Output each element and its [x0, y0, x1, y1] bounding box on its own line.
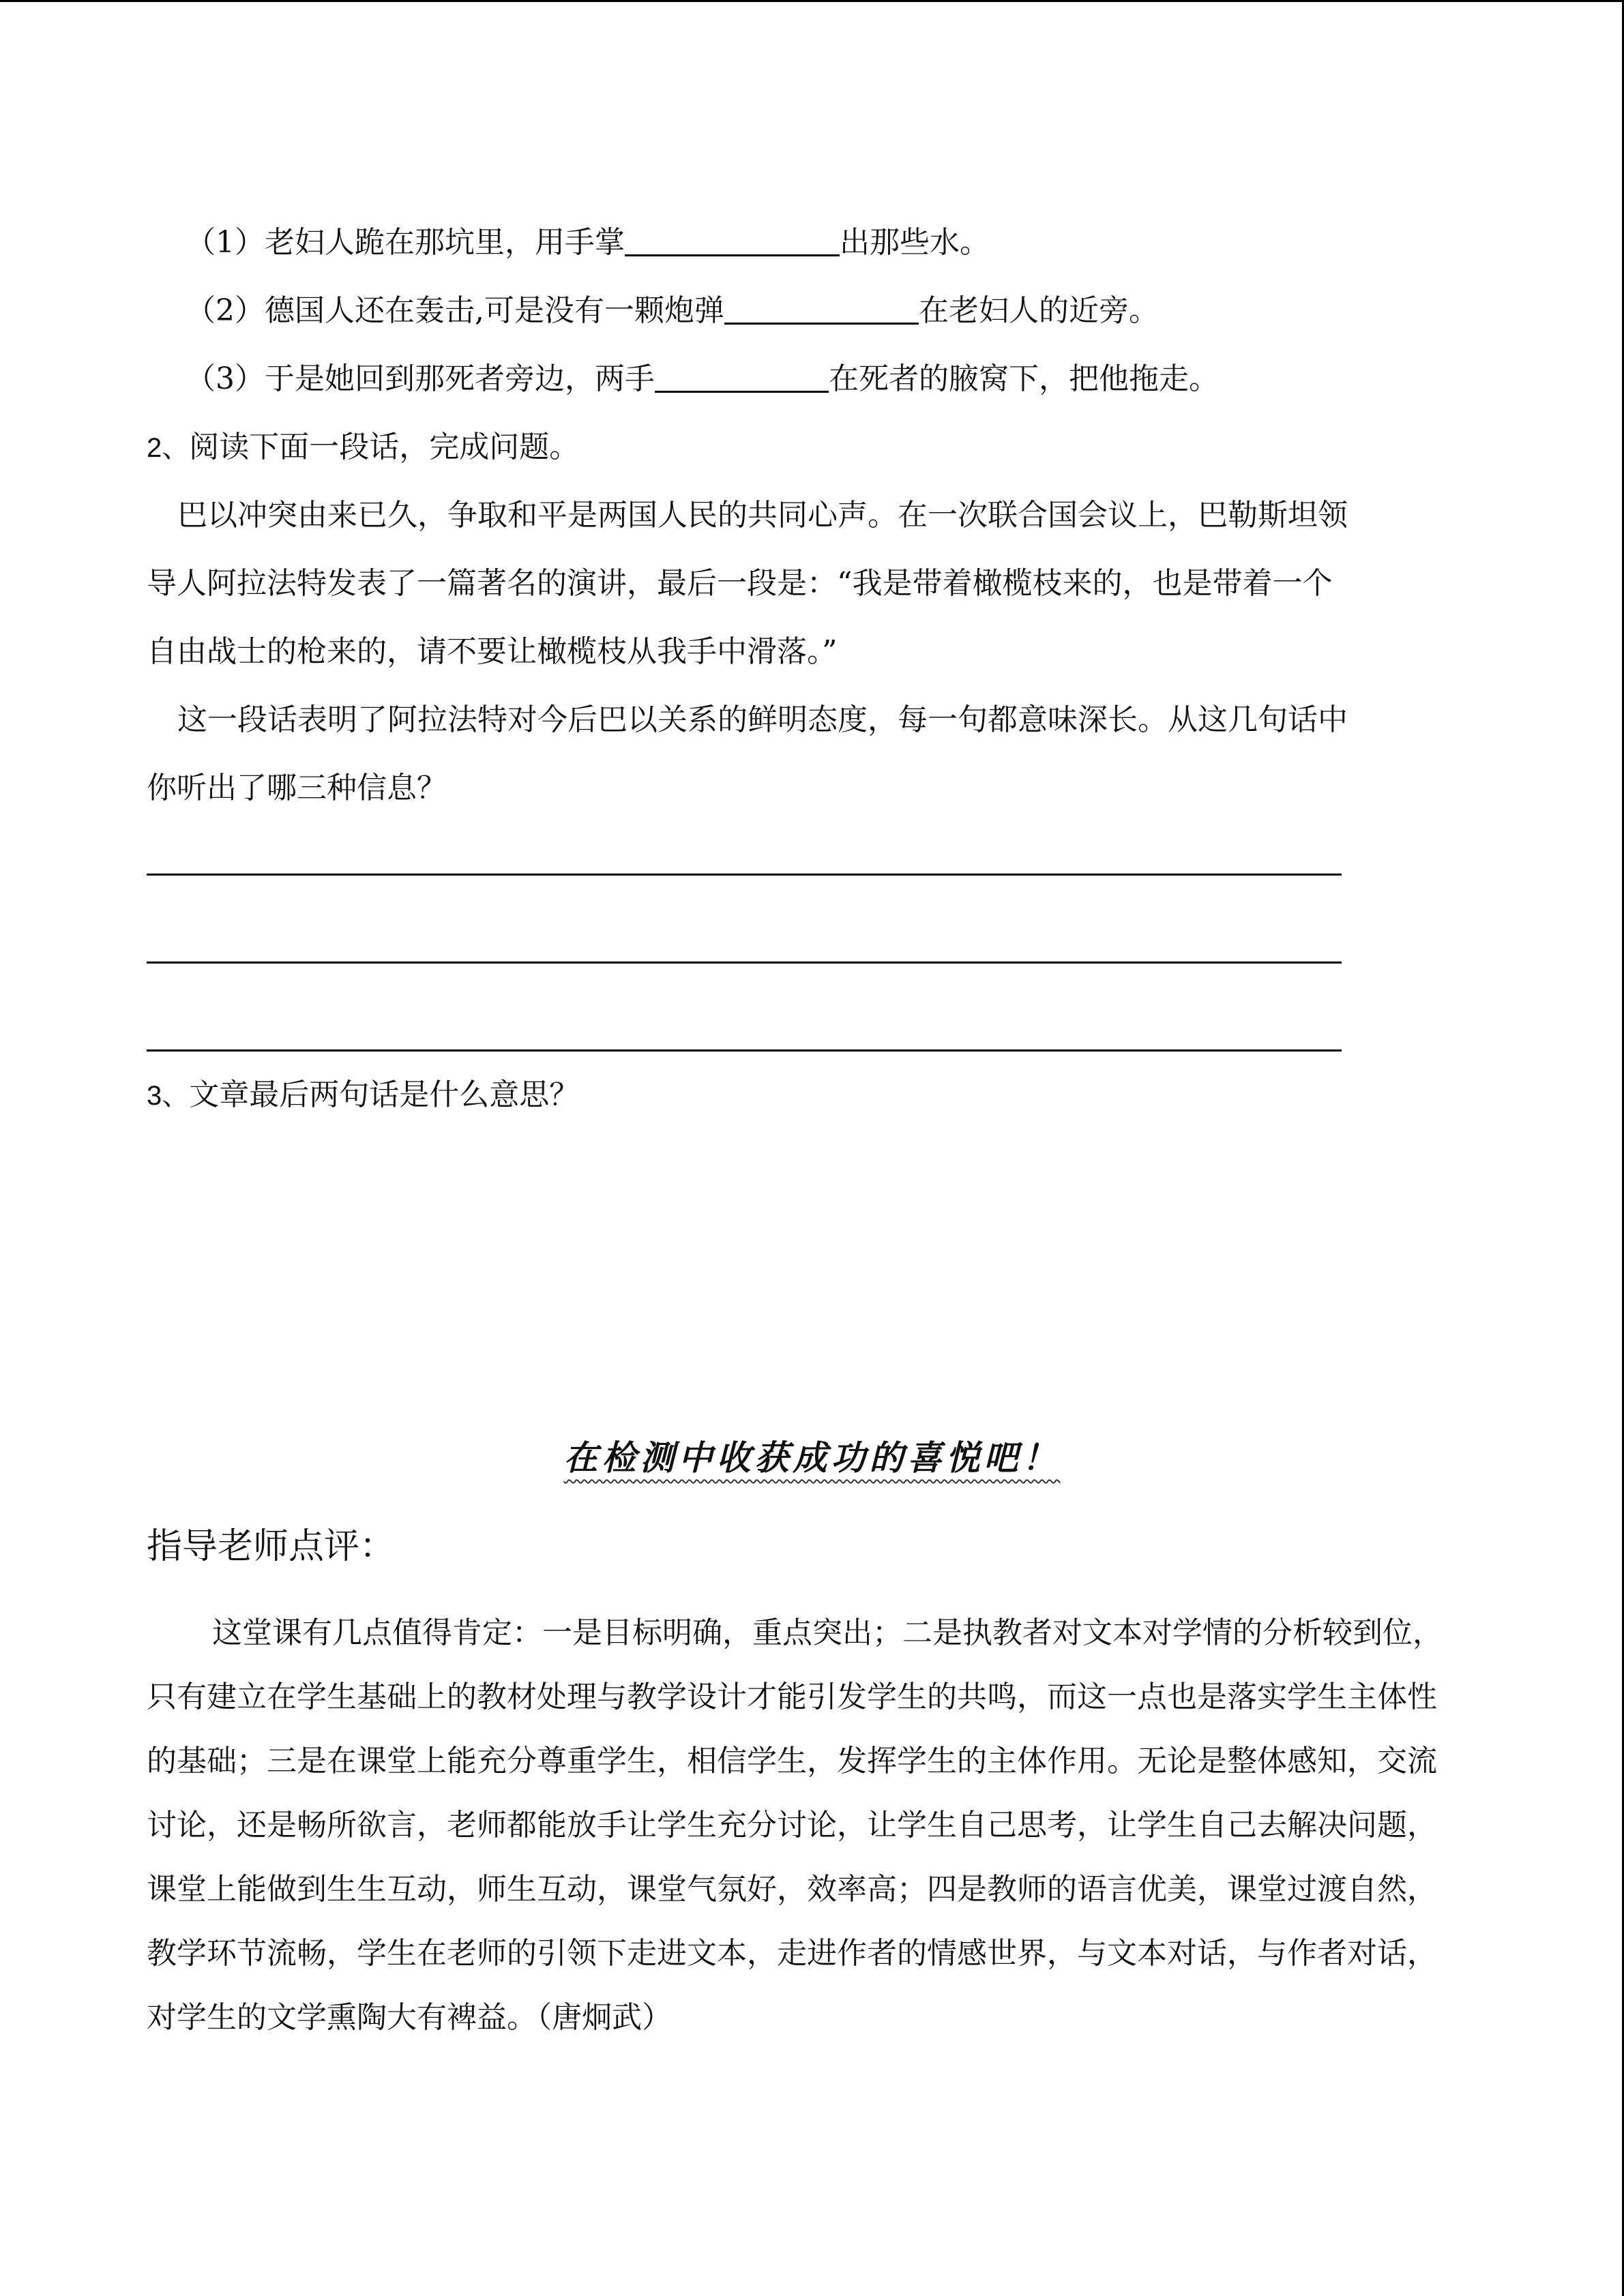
passage-line-3: 自由战士的枪来的，请不要让橄榄枝从我手中滑落。” [147, 634, 838, 669]
fill-blank-1-before: （1）老妇人跪在那坑里，用手掌 [186, 225, 625, 260]
question-line-2: 你听出了哪三种信息？ [147, 771, 447, 805]
answer-line-2[interactable] [147, 961, 1342, 964]
fill-blank-1-answer[interactable] [625, 224, 840, 256]
teacher-comment-title: 指导老师点评： [147, 1526, 396, 1567]
slogan [0, 1434, 1624, 1482]
fill-blank-2-after: 在老妇人的近旁。 [918, 293, 1159, 328]
teacher-comment-body: 这堂课有几点值得肯定：一是目标明确，重点突出；二是执教者对文本对学情的分析较到位，只有建立在学生基础上的教材处理与教学设计才能引发学生的共鸣，而这一点也是落实学生主体性的基础；三是在课堂上能充分尊重学生，相信学生，发挥学生的主体作用。无论是整体感知，交流讨论，还是畅所欲言，老师都能放手让学生充分讨论，让学生自己思考，让学生自己去解决问题，课堂上能做到生生互动，师生互动，课堂气氛好，效率高；四是教师的语言优美，课堂过渡自然，教学环节流畅，学生在老师的引领下走进文本，走进作者的情感世界，与文本对话，与作者对话，对学生的文学熏陶大有裨益。（唐炯武） [147, 1615, 1443, 2035]
fill-blank-2-before: （2）德国人还在轰击,可是没有一颗炮弹 [186, 293, 724, 328]
question-3-number: 3、 [147, 1081, 190, 1111]
passage-line-2: 导人阿拉法特发表了一篇著名的演讲，最后一段是：“我是带着橄榄枝来的，也是带着一个 [147, 566, 1333, 601]
fill-blank-1-after: 出那些水。 [840, 225, 990, 260]
question-2-number: 2、 [147, 433, 190, 463]
question-line-1: 这一段话表明了阿拉法特对今后巴以关系的鲜明态度，每一句都意味深长。从这几句话中 [177, 702, 1348, 737]
fill-blank-item-3 [186, 359, 1219, 400]
answer-line-3[interactable] [147, 1049, 1342, 1052]
fill-blank-item-2 [186, 290, 1159, 331]
question-3-prompt: 文章最后两句话是什么意思？ [189, 1077, 580, 1112]
fill-blank-3-before: （3）于是她回到那死者旁边，两手 [186, 361, 655, 396]
answer-line-1[interactable] [147, 874, 1342, 876]
question-2-prompt: 阅读下面一段话，完成问题。 [189, 430, 580, 464]
fill-blank-2-answer[interactable] [724, 293, 919, 325]
slogan-text: 在检测中收获成功的喜悦吧！ [563, 1437, 1061, 1478]
fill-blank-3-after: 在死者的腋窝下，把他拖走。 [829, 361, 1219, 396]
fill-blank-item-1 [186, 222, 990, 263]
fill-blank-3-answer[interactable] [655, 361, 829, 393]
passage-line-1: 巴以冲突由来已久，争取和平是两国人民的共同心声。在一次联合国会议上，巴勒斯坦领 [177, 498, 1348, 533]
question-2-heading [147, 427, 579, 468]
question-3-heading [147, 1075, 579, 1116]
